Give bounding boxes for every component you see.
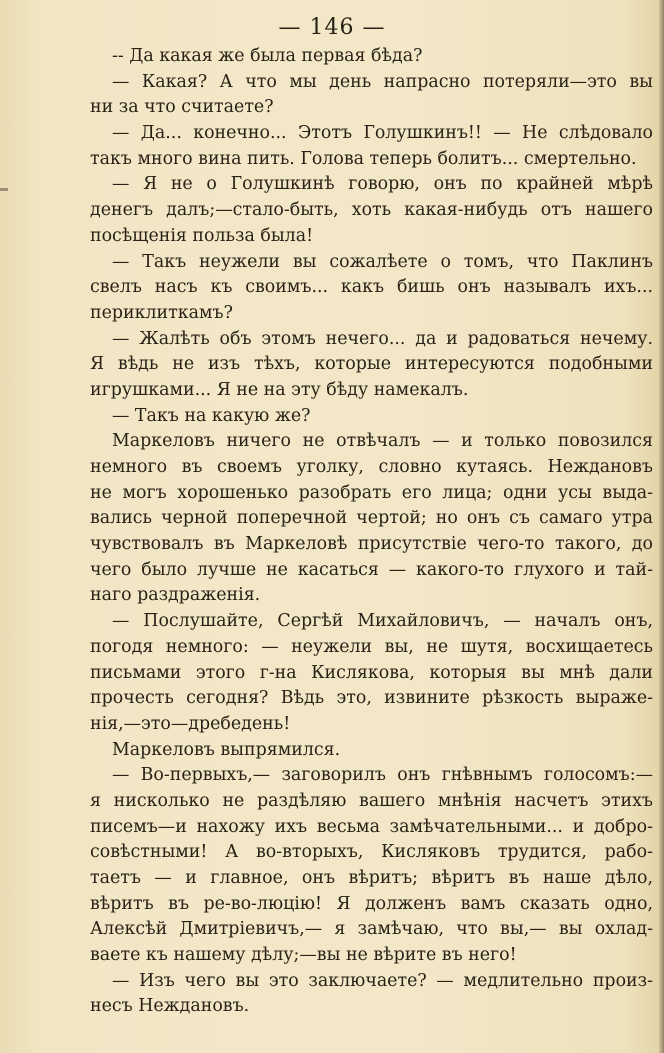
text-line: писемъ—и нахожу ихъ весьма замѣчательными... и добро- xyxy=(90,816,653,837)
text-line: — Такъ на какую же? xyxy=(112,405,311,426)
text-line: — Изъ чего вы это заключаете? — медлительно произ- xyxy=(112,970,653,991)
text-line: таетъ — и главное, онъ вѣритъ; вѣритъ въ наше дѣло, xyxy=(90,868,653,888)
text-line: Я вѣдь не изъ тѣхъ, которые интересуются подобными xyxy=(90,354,653,375)
text-line: погодя немного: — неужели вы, не шутя, восхищаетесь xyxy=(90,636,653,657)
text-line: письмами этого г-на Кислякова, которыя вы мнѣ дали xyxy=(90,662,653,683)
text-line: — Такъ неужели вы сожалѣете о томъ, что Паклинъ xyxy=(112,251,653,272)
text-line: Алексѣй Дмитріевичъ,— я замѣчаю, что вы,— вы охлад- xyxy=(90,919,653,940)
text-line: денегъ далъ;—стало-быть, хоть какая-нибудь отъ нашего xyxy=(90,200,653,221)
text-line: ни за что считаете? xyxy=(90,97,274,118)
margin-mark xyxy=(0,188,8,191)
text-line: немного въ своемъ уголку, словно кутаясь. Неждановъ xyxy=(90,457,653,477)
text-line: не могъ хорошенько разобрать его лица; одни усы выда- xyxy=(90,482,653,503)
text-line: наго раздраженія. xyxy=(90,585,261,606)
text-line: — Да... конечно... Этотъ Голушкинъ!! — Не слѣдовало xyxy=(112,123,653,144)
text-line: нія,—это—дребедень! xyxy=(90,713,291,734)
text-line: ваете къ нашему дѣлу;—вы не вѣрите въ него! xyxy=(90,945,517,966)
text-line: — Во-первыхъ,— заговорилъ онъ гнѣвнымъ голосомъ:— xyxy=(112,765,653,786)
text-line: чувствовалъ въ Маркеловѣ присутствіе чего-то такого, до xyxy=(90,534,653,555)
text-line: вѣритъ въ ре-во-люцію! Я долженъ вамъ сказать одно, xyxy=(90,893,653,914)
page-number: — 146 — xyxy=(278,15,386,40)
text-line: свелъ насъ къ своимъ... какъ бишь онъ называлъ ихъ... xyxy=(90,277,653,298)
text-line: Маркеловъ ничего не отвѣчалъ — и только повозился xyxy=(112,431,653,452)
text-line: прочесть сегодня? Вѣдь это, извините рѣзкость выраже- xyxy=(90,688,653,709)
text-line: вались черной поперечной чертой; но онъ съ самаго утра xyxy=(90,508,653,529)
text-line: посѣщенія польза была! xyxy=(90,225,314,246)
text-line: периклиткамъ? xyxy=(90,302,233,323)
text-line: я нисколько не раздѣляю вашего мнѣнія насчетъ этихъ xyxy=(90,790,653,811)
text-line: чего было лучше не касаться — какого-то глухого и тай- xyxy=(90,559,653,580)
page-text xyxy=(90,44,653,1020)
text-line: — Я не о Голушкинѣ говорю, онъ по крайней мѣрѣ xyxy=(112,174,653,195)
page-edge xyxy=(659,0,664,1053)
text-line: совѣстными! А во-вторыхъ, Кисляковъ трудится, рабо- xyxy=(90,842,653,863)
text-line: игрушками... Я не на эту бѣду намекалъ. xyxy=(90,379,469,400)
text-line: несъ Неждановъ. xyxy=(90,996,250,1017)
text-line: -- Да какая же была первая бѣда? xyxy=(112,46,423,66)
text-line: — Жалѣть объ этомъ нечего... да и радоваться нечему. xyxy=(112,328,653,349)
text-line: — Послушайте, Сергѣй Михайловичъ, — началъ онъ, xyxy=(112,611,653,632)
text-line: Маркеловъ выпрямился. xyxy=(112,739,341,760)
text-line: — Какая? А что мы день напрасно потеряли—это вы xyxy=(112,71,653,92)
text-line: такъ много вина пить. Голова теперь болитъ... смертельно. xyxy=(90,148,637,169)
